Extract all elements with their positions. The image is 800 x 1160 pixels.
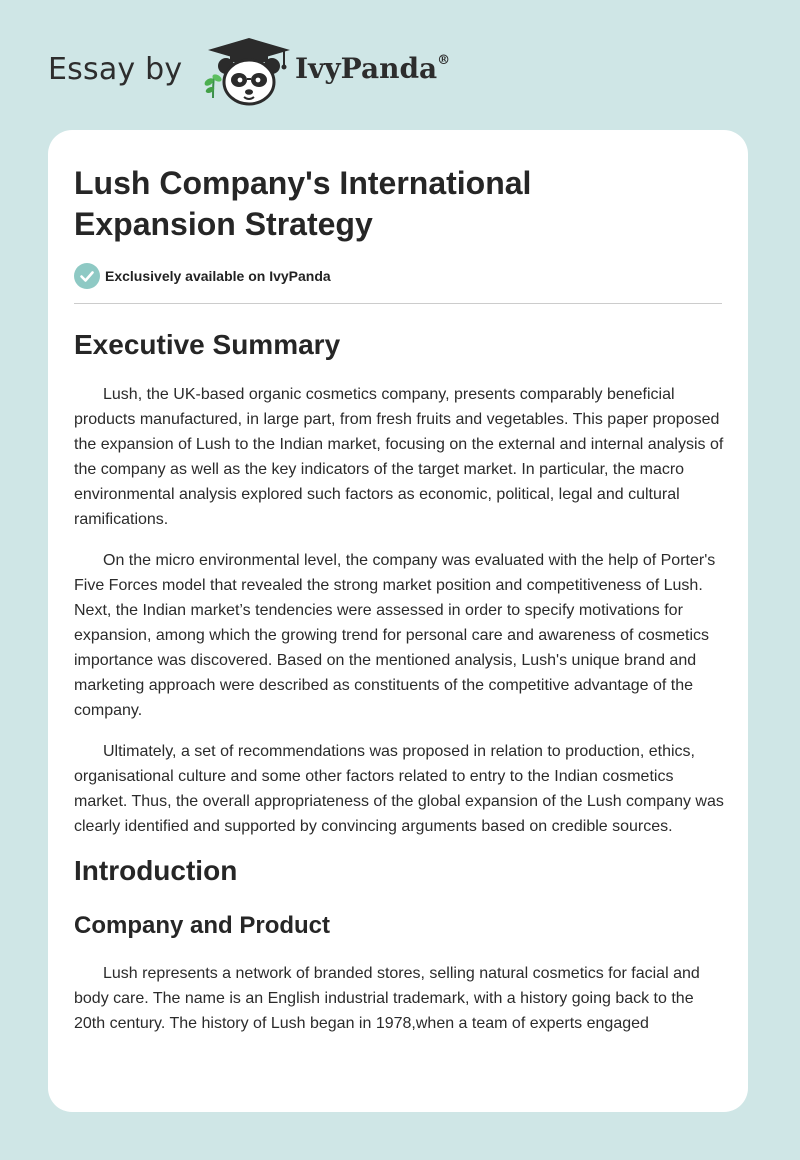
- essay-card: [48, 130, 748, 1112]
- paragraph: Lush, the UK-based organic cosmetics company, presents comparably beneficial products manufactured, in large part, from fresh fruits and vegetables. This paper proposed the expansion of Lush to the Indian market, focusing on the external and internal analysis of the company as well as the key indicators of the target market. In particular, the macro environmental analysis explored such factors as economic, political, legal and cultural ramifications.: [74, 386, 724, 528]
- section-heading: Introduction: [74, 855, 238, 886]
- subsection-heading: Company and Product: [74, 912, 331, 939]
- panda-logo: [204, 34, 294, 108]
- essay-body: [74, 320, 724, 1036]
- paragraph: Lush represents a network of branded stores, selling natural cosmetics for facial and body care. The name is an English industrial trademark, with a history going back to the 20th century. The history of Lush began in 1978,when a team of experts engaged: [74, 965, 700, 1032]
- brand-header: [48, 34, 548, 110]
- essay-title: Lush Company's International Expansion Strategy: [74, 165, 532, 242]
- brand-name: IvyPanda®: [295, 52, 451, 85]
- divider: [74, 303, 722, 304]
- exclusive-badge: [74, 263, 331, 289]
- brand-prefix: Essay by: [48, 52, 183, 87]
- paragraph: On the micro environmental level, the company was evaluated with the help of Porter's Five Forces model that revealed the strong market position and competitiveness of Lush. Next, the Indian market’s tendencies were assessed in order to specify motivations for expansion, among which the growing trend for personal care and awareness of cosmetics importance was discovered. Based on the mentioned analysis, Lush's unique brand and marketing approach were described as constituents of the competitive advantage of the company.: [74, 552, 716, 719]
- paragraph: Ultimately, a set of recommendations was proposed in relation to production, ethics, organisational culture and some other factors related to entry to the Indian cosmetics market. Thus, the overall appropriateness of the global expansion of the Lush company was clearly identified and supported by convincing arguments based on credible sources.: [74, 743, 724, 835]
- section-heading: Executive Summary: [74, 329, 341, 360]
- check-circle-icon: [74, 263, 100, 289]
- badge-label: Exclusively available on IvyPanda: [105, 268, 331, 284]
